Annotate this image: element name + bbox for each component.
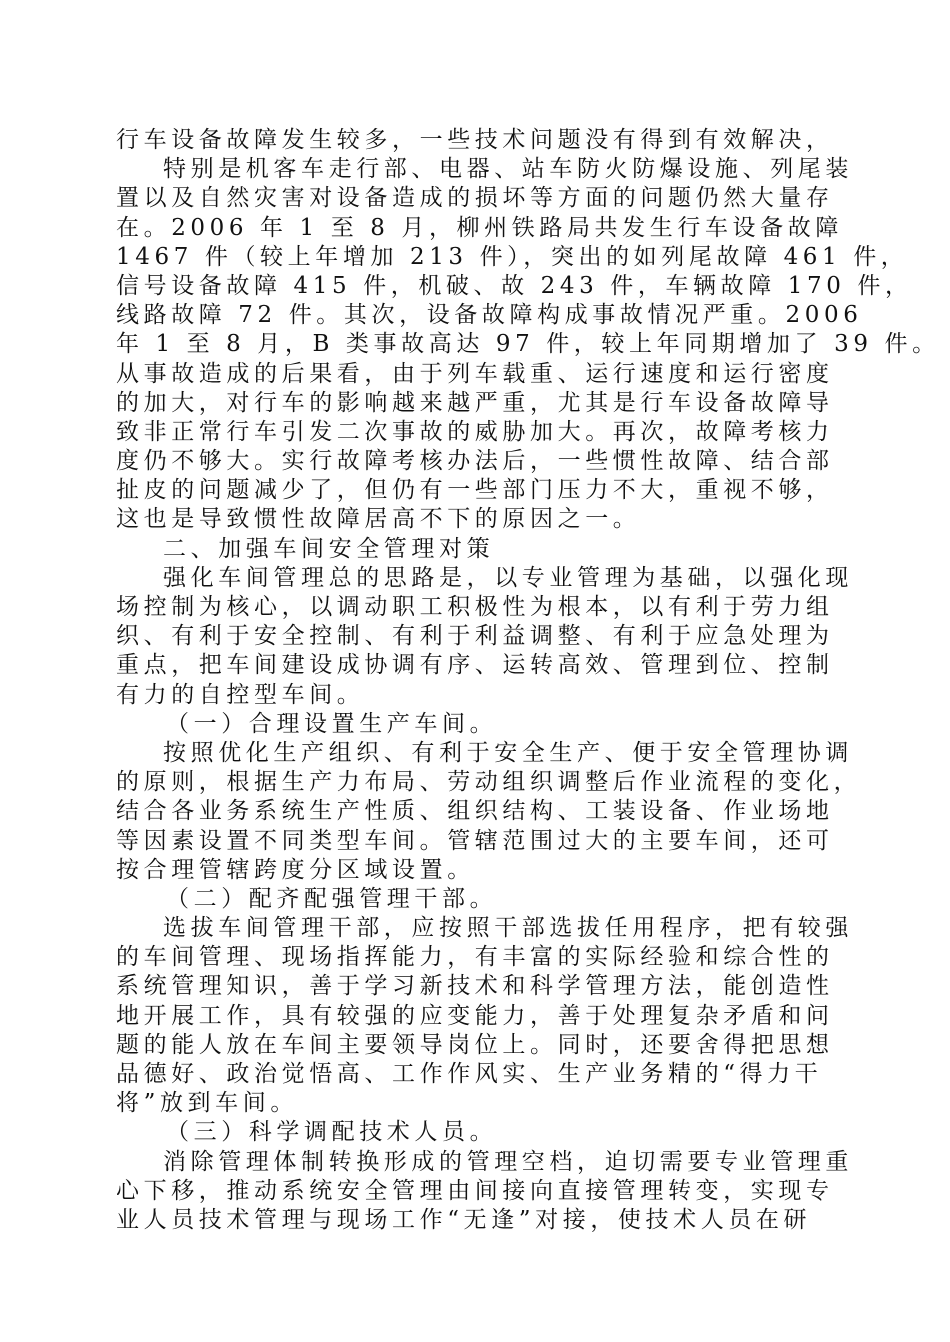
text-line: 题的能人放在车间主要领导岗位上。同时，还要舍得把思想 [116,1031,834,1058]
text-line: 品德好、政治觉悟高、工作作风实、生产业务精的“得力干 [116,1061,823,1087]
text-line: 重点，把车间建设成协调有序、运转高效、管理到位、控制 [116,652,834,679]
text-line: 这也是导致惯性故障居高不下的原因之一。 [116,506,641,533]
text-line: 特别是机客车走行部、电器、站车防火防爆设施、列尾装 [163,156,853,183]
text-line: 行车设备故障发生较多，一些技术问题没有得到有效解决， [116,127,834,153]
text-line: 的原则，根据生产力布局、劳动组织调整后作业流程的变化， [116,769,862,796]
text-line: 场控制为核心，以调动职工积极性为根本，以有利于劳力组 [116,594,834,620]
text-line: 系统管理知识，善于学习新技术和科学管理方法，能创造性 [116,973,834,1000]
text-line: 等因素设置不同类型车间。管辖范围过大的主要车间，还可 [116,827,834,854]
text-line: 年 1 至 8 月，B 类事故高达 97 件，较上年同期增加了 39 件。 [116,331,940,358]
text-line: （二）配齐配强管理干部。 [166,885,498,912]
text-line: 置以及自然灾害对设备造成的损坏等方面的问题仍然大量存 [116,185,834,212]
text-line: 信号设备故障 415 件，机破、故 243 件，车辆故障 170 件， [116,272,913,299]
text-line: 织、有利于安全控制、有利于利益调整、有利于应急处理为 [116,623,834,650]
text-line: 强化车间管理总的思路是，以专业管理为基础，以强化现 [163,564,853,591]
text-line: 将”放到车间。 [116,1090,298,1117]
text-line: 按照优化生产组织、有利于安全生产、便于安全管理协调 [163,739,853,766]
text-line: 按合理管辖跨度分区域设置。 [116,856,475,883]
text-line: 消除管理体制转换形成的管理空档，迫切需要专业管理重 [163,1148,853,1175]
text-line: 度仍不够大。实行故障考核办法后，一些惯性故障、结合部 [116,448,834,475]
text-line: 线路故障 72 件。其次，设备故障构成事故情况严重。2006 [116,302,863,329]
text-line: 地开展工作，具有较强的应变能力，善于处理复杂矛盾和问 [116,1002,834,1029]
text-line: （一）合理设置生产车间。 [166,710,498,737]
text-line: 的加大，对行车的影响越来越严重，尤其是行车设备故障导 [116,389,834,416]
text-line: （三）科学调配技术人员。 [166,1119,498,1146]
text-line: 心下移，推动系统安全管理由间接向直接管理转变，实现专 [116,1177,834,1204]
text-line: 选拔车间管理干部，应按照干部选拔任用程序，把有较强 [163,915,853,942]
text-line: 从事故造成的后果看，由于列车载重、运行速度和运行密度 [116,360,834,387]
text-line: 在。2006 年 1 至 8 月，柳州铁路局共发生行车设备故障 [116,214,843,241]
body-text [116,126,940,1235]
text-line: 的车间管理、现场指挥能力，有丰富的实际经验和综合性的 [116,944,834,971]
text-line: 业人员技术管理与现场工作“无逢”对接，使技术人员在研 [116,1206,812,1233]
text-line: 致非正常行车引发二次事故的威胁加大。再次，故障考核力 [116,418,834,445]
text-line: 有力的自控型车间。 [116,681,365,708]
text-line: 1467 件（较上年增加 213 件），突出的如列尾故障 461 件， [116,243,909,270]
text-line: 二、加强车间安全管理对策 [163,535,495,562]
text-line: 扯皮的问题减少了，但仍有一些部门压力不大，重视不够， [116,477,834,504]
text-line: 结合各业务系统生产性质、组织结构、工装设备、作业场地 [116,798,834,825]
